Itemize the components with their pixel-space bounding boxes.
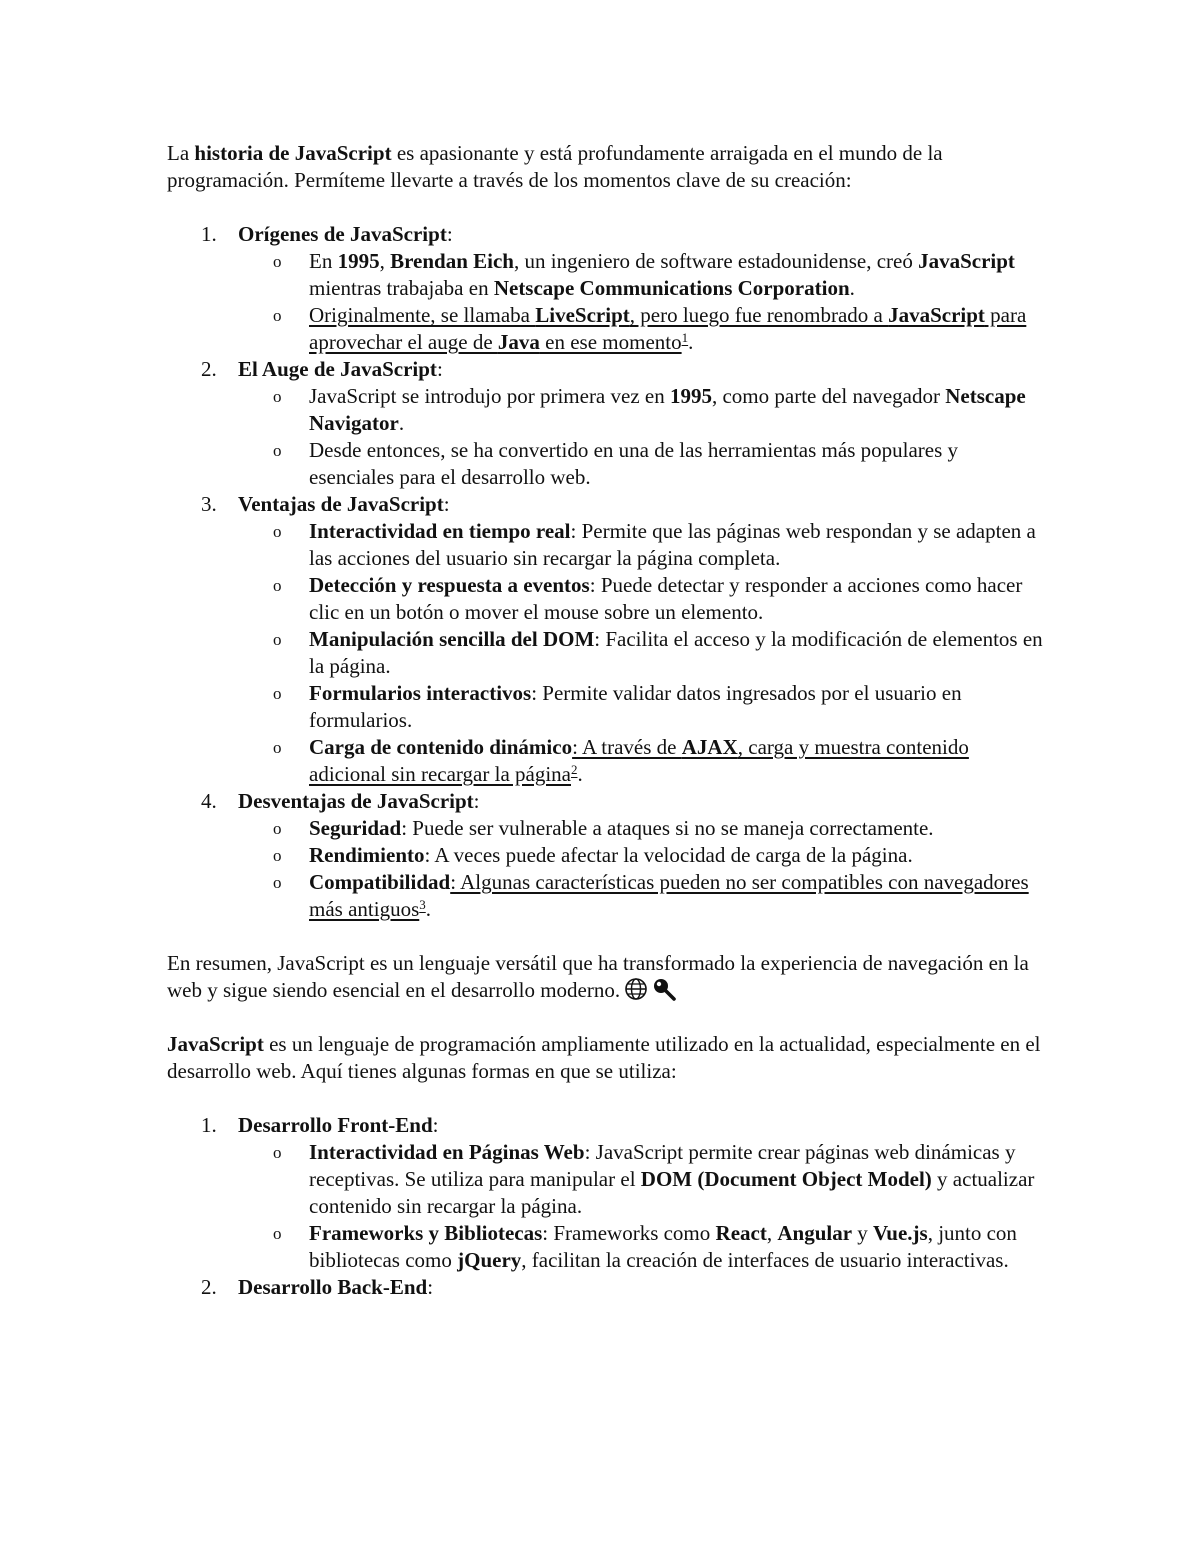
text: , facilitan la creación de interfaces de usuario interactivas. xyxy=(521,1248,1009,1272)
text: . xyxy=(398,411,405,435)
list-number: 2. xyxy=(201,1275,217,1299)
intro2-paragraph xyxy=(167,1031,1047,1085)
text: : Puede ser vulnerable a ataques si no se maneja correctamente. xyxy=(401,816,934,840)
sub-list-item xyxy=(238,248,1047,302)
text: : JavaScript permite crear páginas web dinámicas y receptivas. Se utiliza para manipular el xyxy=(309,1140,1016,1191)
sub-list-item xyxy=(238,518,1047,572)
underlined-text: , carga y muestra contenido adicional sin recargar la página xyxy=(309,735,969,786)
text: En resumen, JavaScript es un lenguaje versátil que ha transformado la experiencia de navegación en la web y sigue siendo esencial en el desarrollo moderno. xyxy=(167,951,1029,1002)
list-number: 1. xyxy=(201,1113,217,1137)
spacer xyxy=(167,1085,1047,1112)
bullet-icon: o xyxy=(273,738,282,757)
bold-text: Interactividad en Páginas Web xyxy=(309,1140,585,1164)
bold-text: Seguridad xyxy=(309,816,402,840)
sub-list xyxy=(238,248,1047,356)
sub-list-item xyxy=(238,815,1047,842)
underlined-text: : Algunas características pueden no ser compatibles con navegadores más antiguos xyxy=(309,870,1029,921)
section-title: Desventajas de JavaScript xyxy=(238,789,474,813)
bold-text: jQuery xyxy=(457,1248,522,1272)
text: y actualizar contenido sin recargar la página. xyxy=(309,1167,1035,1218)
underlined-text: para aprovechar el auge de xyxy=(309,303,1027,354)
text: mientras trabajaba en xyxy=(309,276,494,300)
spacer xyxy=(167,1004,1047,1031)
uses-list xyxy=(167,1112,1047,1301)
bold-text: JavaScript xyxy=(167,1032,264,1056)
text: La xyxy=(167,141,195,165)
bold-text: Vue.js xyxy=(873,1221,928,1245)
bullet-icon: o xyxy=(273,873,282,892)
underlined-bold-text: Java xyxy=(497,330,540,354)
text: . xyxy=(688,330,694,354)
text: : A veces puede afectar la velocidad de carga de la página. xyxy=(424,843,913,867)
list-item-advantages xyxy=(167,491,1047,788)
bullet-icon: o xyxy=(273,441,282,460)
sub-list xyxy=(238,815,1047,923)
sub-list-item xyxy=(238,383,1047,437)
bold-text: Manipulación sencilla del DOM xyxy=(309,627,595,651)
history-list xyxy=(167,221,1047,923)
text: , como parte del navegador xyxy=(711,384,946,408)
bullet-icon: o xyxy=(273,306,282,325)
bold-text: Brendan Eich xyxy=(390,249,514,273)
text: : xyxy=(436,357,443,381)
spacer xyxy=(167,194,1047,221)
sub-list-item xyxy=(238,302,1047,356)
list-number: 2. xyxy=(201,357,217,381)
footnote-reference[interactable]: 3 xyxy=(419,897,426,912)
intro-paragraph xyxy=(167,140,1047,194)
section-title: Orígenes de JavaScript xyxy=(238,222,447,246)
text: es un lenguaje de programación ampliamente utilizado en la actualidad, especialmente en el desarrollo web. Aquí tienes algunas formas en que se utiliza: xyxy=(167,1032,1041,1083)
section-title: Desarrollo Front-End xyxy=(238,1113,433,1137)
sub-list-item xyxy=(238,437,1047,491)
bold-text: Detección y respuesta a eventos xyxy=(309,573,590,597)
bold-text: historia de JavaScript xyxy=(194,141,392,165)
spacer xyxy=(167,923,1047,950)
section-title: El Auge de JavaScript xyxy=(238,357,437,381)
bullet-icon: o xyxy=(273,576,282,595)
bullet-icon: o xyxy=(273,846,282,865)
sub-list-item xyxy=(238,572,1047,626)
sub-list-item xyxy=(238,1139,1047,1220)
text: : Permite validar datos ingresados por el usuario en formularios. xyxy=(309,681,962,732)
bold-text: Frameworks y Bibliotecas xyxy=(309,1221,543,1245)
text: En xyxy=(309,249,338,273)
text: , xyxy=(766,1221,778,1245)
text: Desde entonces, se ha convertido en una de las herramientas más populares y esenciales para el desarrollo web. xyxy=(309,438,959,489)
list-item-rise xyxy=(167,356,1047,491)
text: : xyxy=(443,492,450,516)
sub-list-item xyxy=(238,869,1047,923)
sub-list-item xyxy=(238,842,1047,869)
bullet-icon: o xyxy=(273,387,282,406)
section-title: Ventajas de JavaScript xyxy=(238,492,444,516)
bullet-icon: o xyxy=(273,630,282,649)
bold-text: Interactividad en tiempo real xyxy=(309,519,571,543)
bold-text: 1995 xyxy=(337,249,380,273)
sub-list-item xyxy=(238,734,1047,788)
underlined-bold-text: AJAX xyxy=(681,735,738,759)
bold-text: Angular xyxy=(777,1221,853,1245)
list-number: 1. xyxy=(201,222,217,246)
text: : Facilita el acceso y la modificación de elementos en la página. xyxy=(309,627,1043,678)
document-body xyxy=(167,140,1047,1301)
underlined-text: , pero luego fue renombrado a xyxy=(629,303,889,327)
text: : xyxy=(446,222,453,246)
sub-list xyxy=(238,383,1047,491)
bullet-icon: o xyxy=(273,252,282,271)
bold-text: Carga de contenido dinámico xyxy=(309,735,573,759)
text: y xyxy=(852,1221,874,1245)
bullet-icon: o xyxy=(273,684,282,703)
text: : xyxy=(432,1113,439,1137)
text: JavaScript se introdujo por primera vez en xyxy=(309,384,670,408)
list-item-origins xyxy=(167,221,1047,356)
bold-text: Netscape Communications Corporation xyxy=(493,276,850,300)
text: . xyxy=(425,897,431,921)
magnifying-glass-icon xyxy=(652,977,676,1001)
list-item-front-end xyxy=(167,1112,1047,1274)
bold-text: 1995 xyxy=(669,384,712,408)
bold-text: Netscape Navigator xyxy=(309,384,1026,435)
bold-text: DOM (Document Object Model) xyxy=(640,1167,932,1191)
text: : xyxy=(473,789,480,813)
text: : Frameworks como xyxy=(542,1221,716,1245)
sub-list-item xyxy=(238,680,1047,734)
bullet-icon: o xyxy=(273,1143,282,1162)
bold-text: Compatibilidad xyxy=(309,870,451,894)
list-item-back-end xyxy=(167,1274,1047,1301)
text: : Permite que las páginas web respondan y se adapten a las acciones del usuario sin recargar la página completa. xyxy=(309,519,1036,570)
footnote-reference[interactable]: 1 xyxy=(681,330,689,345)
text: : xyxy=(427,1275,434,1299)
text: es apasionante y está profundamente arraigada en el mundo de la programación. Permíteme llevarte a través de los momentos clave de su creación: xyxy=(167,141,943,192)
text: , junto con bibliotecas como xyxy=(309,1221,1017,1272)
bold-text: Formularios interactivos xyxy=(309,681,532,705)
bullet-icon: o xyxy=(273,1224,282,1243)
sub-list-item xyxy=(238,626,1047,680)
section-title: Desarrollo Back-End xyxy=(238,1275,428,1299)
list-number: 3. xyxy=(201,492,217,516)
text: . xyxy=(577,762,583,786)
bullet-icon: o xyxy=(273,819,282,838)
text: , un ingeniero de software estadounidense, creó xyxy=(513,249,919,273)
text: . xyxy=(849,276,855,300)
underlined-bold-text: LiveScript xyxy=(535,303,630,327)
text: , xyxy=(379,249,391,273)
underlined-text: : A través de xyxy=(572,735,682,759)
sub-list-item xyxy=(238,1220,1047,1274)
list-item-disadvantages xyxy=(167,788,1047,923)
summary-paragraph xyxy=(167,950,1047,1004)
text: : Puede detectar y responder a acciones como hacer clic en un botón o mover el mouse sobre un elemento. xyxy=(309,573,1023,624)
list-number: 4. xyxy=(201,789,217,813)
underlined-bold-text: JavaScript xyxy=(888,303,985,327)
underlined-text: en ese momento xyxy=(539,330,682,354)
sub-list xyxy=(238,518,1047,788)
underlined-text: Originalmente, se llamaba xyxy=(309,303,536,327)
bold-text: React xyxy=(715,1221,767,1245)
footnote-reference[interactable]: 2 xyxy=(571,762,578,777)
sub-list xyxy=(238,1139,1047,1274)
bullet-icon: o xyxy=(273,522,282,541)
globe-icon xyxy=(624,977,648,1001)
bold-text: Rendimiento xyxy=(309,843,425,867)
bold-text: JavaScript xyxy=(918,249,1015,273)
